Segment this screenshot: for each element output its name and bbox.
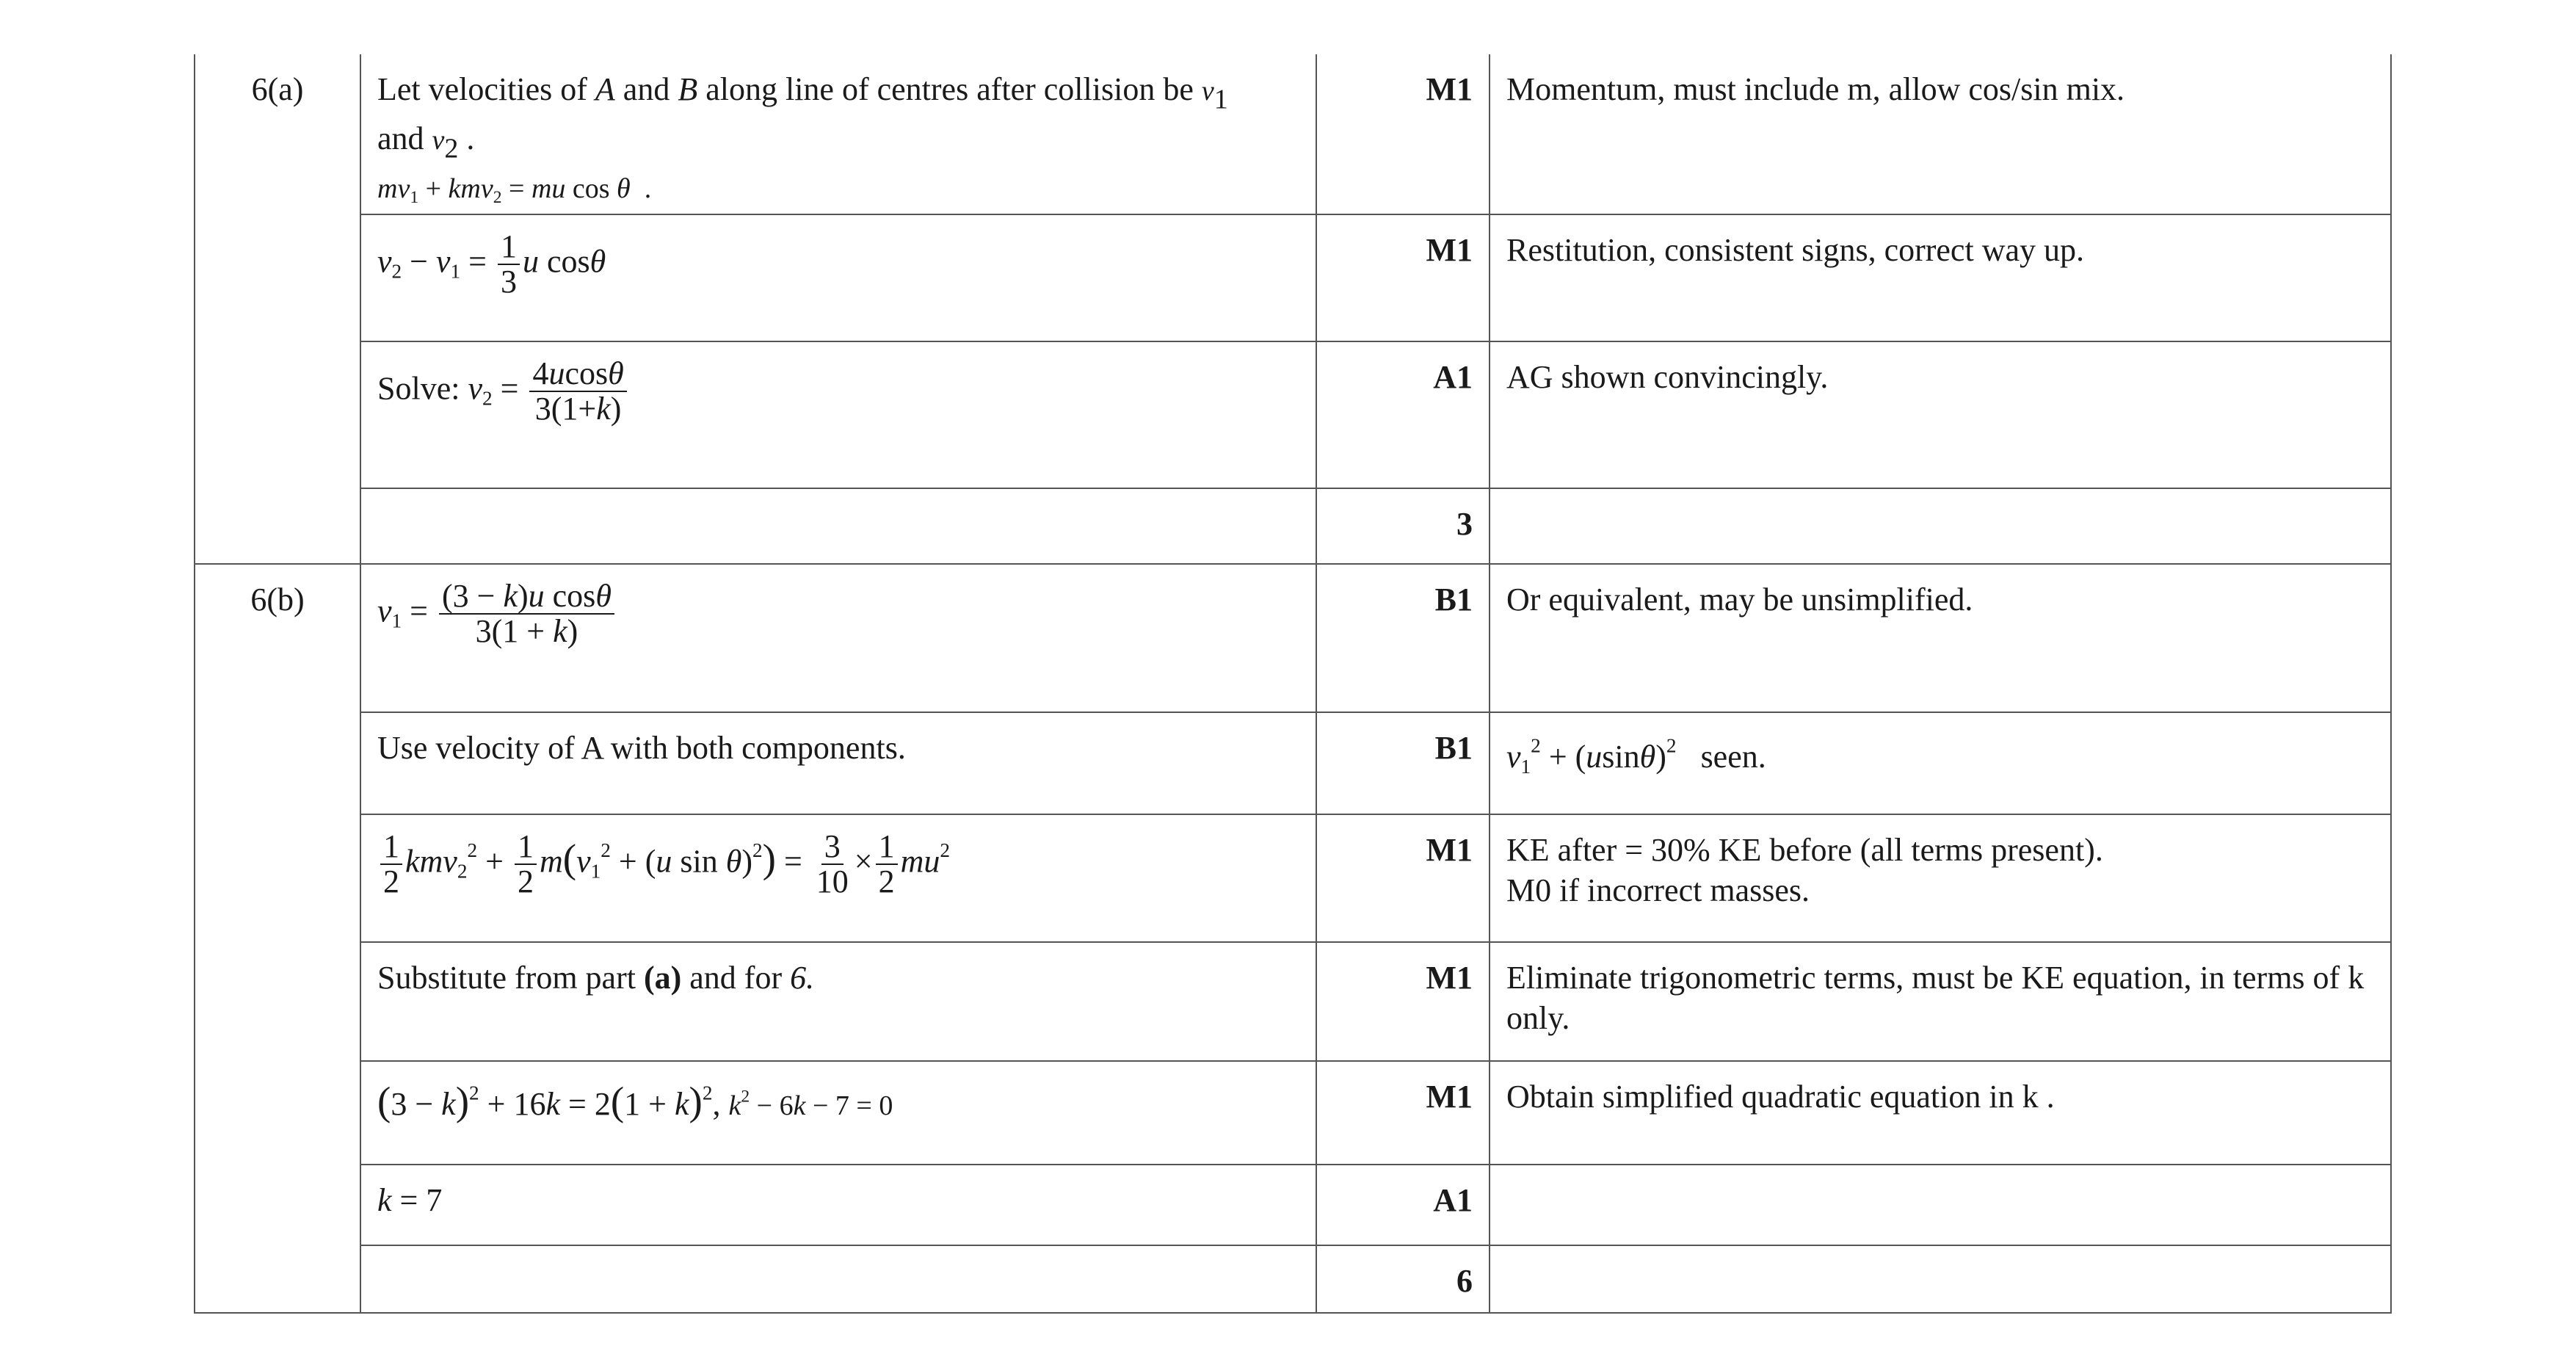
table-row xyxy=(195,942,2391,1061)
mark-code: M1 xyxy=(1316,214,1490,341)
guidance-text: KE after = 30% KE before (all terms present). M0 if incorrect masses. xyxy=(1490,814,2391,942)
table-row xyxy=(195,564,2391,712)
mark-code: M1 xyxy=(1316,1061,1490,1165)
question-number: 6(a) xyxy=(195,54,360,564)
table-row xyxy=(195,814,2391,942)
answer-cell xyxy=(360,488,1316,564)
guidance-text xyxy=(1490,1165,2391,1245)
mark-code: M1 xyxy=(1316,54,1490,214)
guidance-text: AG shown convincingly. xyxy=(1490,341,2391,488)
mark-code: A1 xyxy=(1316,341,1490,488)
table-row xyxy=(195,1061,2391,1165)
total-marks: 3 xyxy=(1316,488,1490,564)
table-row xyxy=(195,488,2391,564)
table-row xyxy=(195,1245,2391,1313)
guidance-text: $v_1^2 + (usin\theta)^2$ seen. xyxy=(1490,712,2391,814)
answer-cell: Let velocities of A and B along line of centres after collision be $v_1$ and $v_2$ . $mv_1 + kmv_2$ = mu cos θ . xyxy=(360,54,1316,214)
mark-code: B1 xyxy=(1316,564,1490,712)
table-row xyxy=(195,712,2391,814)
mark-code: M1 xyxy=(1316,942,1490,1061)
question-number: 6(b) xyxy=(195,564,360,1313)
answer-cell: Solve: $v_2$ = $\frac{4ucos\theta}{3(1+k)}$ xyxy=(360,341,1316,488)
guidance-text: Or equivalent, may be unsimplified. xyxy=(1490,564,2391,712)
mark-code: M1 xyxy=(1316,814,1490,942)
guidance-text: Eliminate trigonometric terms, must be KE equation, in terms of k only. xyxy=(1490,942,2391,1061)
guidance-text xyxy=(1490,1245,2391,1313)
guidance-text: Momentum, must include m, allow cos/sin mix. xyxy=(1490,54,2391,214)
guidance-text xyxy=(1490,488,2391,564)
table-row xyxy=(195,214,2391,341)
table-row xyxy=(195,1165,2391,1245)
mark-code: A1 xyxy=(1316,1165,1490,1245)
mark-code: B1 xyxy=(1316,712,1490,814)
answer-cell: $v_2 - v_1$ = $\frac{1}{3}$ u cosθ xyxy=(360,214,1316,341)
answer-cell: $v_1$ = $\frac{\text{(3 − k)u cosθ}}{3(1 + k)}$ xyxy=(360,564,1316,712)
answer-cell: Substitute from part (a) and for 6. xyxy=(360,942,1316,1061)
answer-cell xyxy=(360,1245,1316,1313)
answer-cell: $\frac{1}{2}$ kmv$_2^2$ + $\frac{1}{2}$ $m(v_1^2 + (u$ sin θ)$^2$) = $\frac{3}{10}$ × $\frac{1}{2}$ $mu^2$ xyxy=(360,814,1316,942)
total-marks: 6 xyxy=(1316,1245,1490,1313)
answer-cell: $(3 - k)^2 + 16k = 2(1 + k)^2$, $k^2 - 6k - 7 = 0$ xyxy=(360,1061,1316,1165)
answer-cell: Use velocity of A with both components. xyxy=(360,712,1316,814)
mark-scheme-table xyxy=(194,54,2392,1314)
guidance-text: Restitution, consistent signs, correct way up. xyxy=(1490,214,2391,341)
answer-cell: k = 7 xyxy=(360,1165,1316,1245)
table-row xyxy=(195,341,2391,488)
guidance-text: Obtain simplified quadratic equation in k . xyxy=(1490,1061,2391,1165)
table-row xyxy=(195,54,2391,214)
